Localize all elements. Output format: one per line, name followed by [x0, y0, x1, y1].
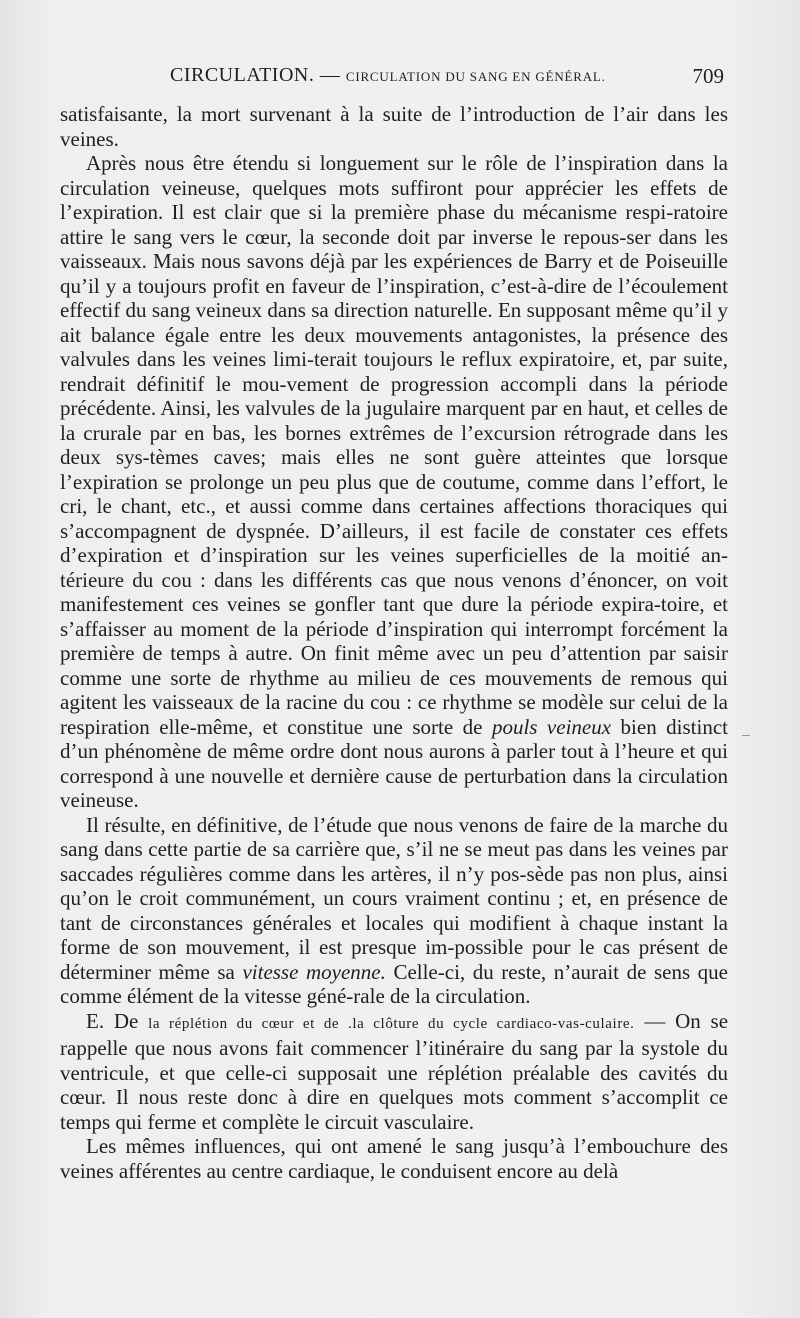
paragraph-5: Les mêmes influences, qui ont amené le sang jusqu’à l’embouchure des veines afférentes au centre cardiaque, le conduisent encore au delà: [60, 1134, 728, 1183]
section-heading: la réplétion du cœur et de .la clôture du cycle cardiaco-vas-culaire.: [148, 1015, 635, 1032]
page-number: 709: [692, 64, 724, 88]
body-text: [60, 102, 728, 1183]
paragraph-1: satisfaisante, la mort survenant à la suite de l’introduction de l’air dans les veines.: [60, 102, 728, 151]
running-title-separator: —: [319, 64, 341, 86]
paragraph-3-text: Il résulte, en définitive, de l’étude que nous venons de faire de la marche du sang dans cette partie de sa carrière que, s’il ne se meut pas dans les veines par saccades régulières comme dans les artères, il n’y pos-sède pas non plus, ainsi qu’on le croit communément, un cours vraiment continu ; et, en présence de tant de circonstances générales et locales qui modifient à chaque instant la forme de son mouvement, il est presque im-possible pour le cas présent de déterminer même sa: [60, 812, 728, 984]
paragraph-2-end: bien distinct d’un phénomène de même ordre dont nous aurons à parler tout à l’heure et qui correspond à une nouvelle et dernière cause de perturbation dans la circulation veineuse.: [60, 714, 729, 812]
paragraph-4: [60, 1009, 728, 1135]
paragraph-3-italic: vitesse moyenne.: [242, 959, 386, 984]
paragraph-3: [60, 813, 728, 1009]
running-head: [60, 64, 728, 94]
running-title: [170, 64, 606, 87]
paragraph-2-text: Après nous être étendu si longuement sur le rôle de l’inspiration dans la circulation veineuse, quelques mots suffiront pour apprécier les effets de l’expiration. Il est clair que si la première phase du mécanisme respi-ratoire attire le sang vers le cœur, la seconde doit par inverse le repous-ser dans les vaisseaux. Mais nous savons déjà par les expériences de Barry et de Poiseuille qu’il y a toujours profit en faveur de l’inspiration, c’est-à-dire de l’écoulement effectif du sang veineux dans sa direction naturelle. En supposant même qu’il y ait balance égale entre les deux mouvements antagonistes, la présence des valvules dans les veines limi-terait toujours le reflux expiratoire, et, par suite, rendrait définitif le mou-vement de progression accompli dans la période précédente. Ainsi, les valvules de la jugulaire marquent par en haut, et celles de la crurale par en bas, les bornes extrêmes de l’excursion rétrograde dans les deux sys-tèmes caves; mais elles ne sont guère atteintes que lorsque l’expiration se prolonge un peu plus que de coutume, comme dans l’effort, le cri, le chant, etc., et aussi comme dans certaines affections thoraciques qui s’accompagnent de dyspnée. D’ailleurs, il est facile de constater ces effets d’expiration et d’inspiration sur les veines superficielles de la moitié an-térieure du cou : dans les différents cas que nous venons d’énoncer, on voit manifestement ces veines se gonfler tant que dure la période expira-toire, et s’affaisser au moment de la période d’inspiration qui interrompt forcément la première de temps à autre. On finit même avec un peu d’attention par saisir comme une sorte de rhythme au milieu de ces mouvements de remous qui agitent les vaisseaux de la racine du cou : ce rhythme se modèle sur celui de la respiration elle-même, et constitue une sorte de: [60, 151, 728, 739]
running-title-main: CIRCULATION.: [170, 64, 315, 86]
paragraph-4-text: — On se rappelle que nous avons fait commencer l’itinéraire du sang par la systole du ventricule, et que celle-ci supposait une réplétion préalable des cavités du cœur. Il nous reste donc à dire en quelques mots comment s’accomplit ce temps qui ferme et complète le circuit vasculaire.: [60, 1008, 729, 1134]
paragraph-3-end: Celle-ci, du reste, n’aurait de sens que comme élément de la vitesse géné-rale de la circulation.: [60, 959, 729, 1008]
section-heading-lead: E. De: [86, 1008, 139, 1033]
running-title-sub: CIRCULATION DU SANG EN GÉNÉRAL.: [345, 69, 606, 84]
paragraph-2-italic: pouls veineux: [491, 714, 612, 739]
margin-mark: [742, 735, 750, 736]
paragraph-2: [60, 151, 728, 813]
